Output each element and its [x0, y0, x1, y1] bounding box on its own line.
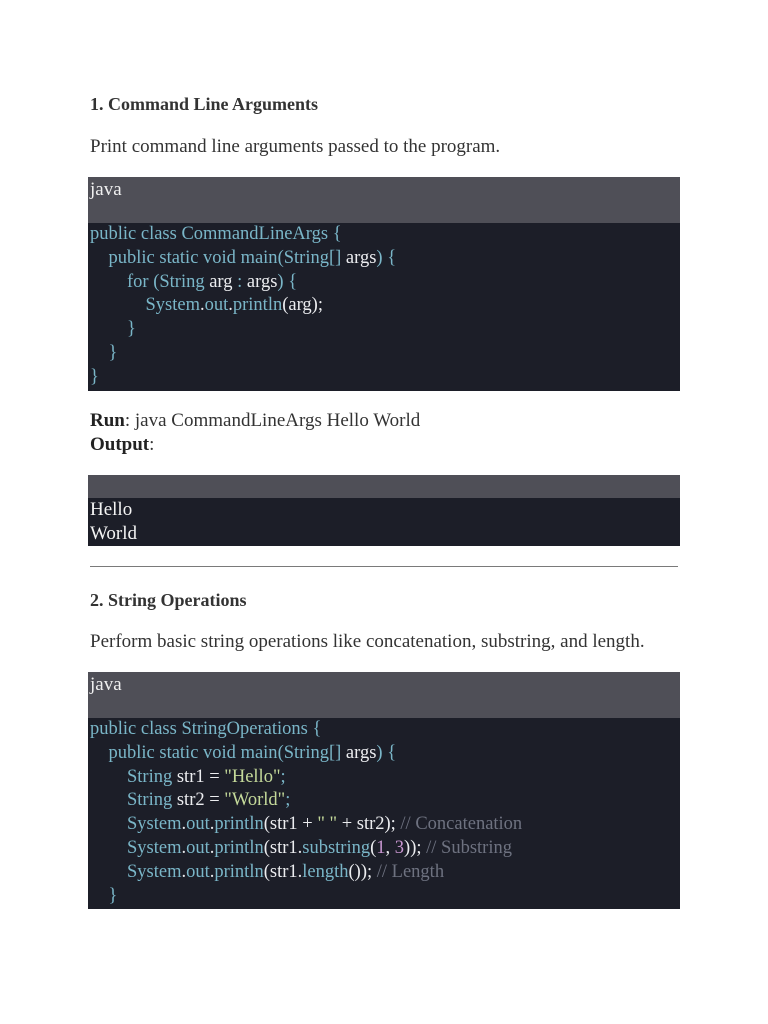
code-token: "Hello": [224, 766, 281, 787]
code-token: args: [345, 247, 377, 268]
code-token: // Length: [376, 861, 445, 882]
code-language-label: java: [88, 672, 680, 718]
code-token: out: [186, 861, 210, 882]
code-token: (String[]: [277, 247, 346, 268]
code-token: (: [370, 837, 377, 858]
code-token: str1 =: [176, 766, 225, 787]
code-line-1: [90, 223, 680, 247]
code-token: System: [90, 295, 200, 316]
code-token: // Concatenation: [400, 814, 523, 835]
output-block: [88, 475, 680, 546]
code-token: println: [232, 295, 283, 316]
code-line-3: [90, 766, 680, 790]
output-colon: :: [149, 434, 155, 455]
code-token: .: [209, 837, 215, 858]
run-label: Run: [90, 410, 125, 431]
code-token: }: [90, 319, 136, 340]
code-line-8: [90, 885, 680, 909]
code-token: // Substring: [421, 837, 512, 858]
code-token: " ": [317, 814, 338, 835]
code-token: {: [307, 719, 322, 739]
code-token: (str1.: [263, 861, 303, 882]
code-line-4: [90, 294, 680, 318]
section-1-heading: 1. Command Line Arguments: [90, 94, 319, 114]
code-token: (str1.: [263, 837, 303, 858]
code-token: String: [90, 790, 177, 811]
run-command: [90, 410, 420, 432]
code-token: for: [90, 271, 154, 292]
code-token: main: [240, 247, 278, 268]
code-token: public static void: [90, 742, 241, 763]
section-1-code-block: [88, 177, 680, 391]
section-1-description: Print command line arguments passed to the program.: [90, 136, 501, 157]
code-token: }: [90, 885, 118, 906]
code-token: (arg);: [282, 295, 323, 316]
code-line-5: [90, 813, 680, 837]
section-2-description: Perform basic string operations like concatenation, substring, and length.: [90, 631, 645, 652]
code-token: CommandLineArgs: [181, 224, 329, 244]
output-line-1: Hello: [90, 499, 133, 520]
code-token: length: [302, 861, 349, 882]
code-token: ,: [385, 837, 395, 858]
run-text: : java CommandLineArgs Hello World: [124, 410, 421, 431]
code-token: main: [240, 742, 278, 763]
section-2-heading: 2. String Operations: [90, 590, 247, 610]
code-token: (String[]: [277, 742, 346, 763]
code-line-7: [90, 366, 680, 390]
code-token: System: [90, 814, 182, 835]
code-token: + str2);: [337, 814, 401, 835]
code-token: println: [214, 837, 264, 858]
code-token: substring: [302, 837, 371, 858]
code-token: public static void: [90, 247, 241, 268]
code-token: args: [246, 271, 278, 292]
output-label: Output: [90, 434, 150, 455]
code-token: ;: [280, 766, 286, 787]
horizontal-divider: [90, 566, 678, 567]
code-token: .: [209, 861, 215, 882]
code-token: ) {: [277, 271, 298, 292]
code-token: "World": [224, 790, 286, 811]
code-token: println: [214, 861, 264, 882]
code-token: StringOperations: [181, 719, 308, 739]
code-token: 1: [376, 837, 386, 858]
code-body: [88, 718, 680, 908]
code-line-6: [90, 342, 680, 366]
code-token: (String: [153, 271, 210, 292]
code-line-1: [90, 718, 680, 742]
code-line-5: [90, 318, 680, 342]
code-token: }: [90, 366, 99, 387]
code-token: .: [181, 837, 187, 858]
code-line-3: [90, 271, 680, 295]
code-token: arg: [209, 271, 233, 292]
code-token: .: [181, 814, 187, 835]
output-header-bar: [88, 475, 680, 498]
code-token: args: [345, 742, 377, 763]
code-token: .: [228, 295, 233, 316]
code-token: }: [90, 342, 118, 363]
code-token: System: [90, 861, 182, 882]
code-token: :: [232, 271, 247, 292]
code-token: .: [181, 861, 187, 882]
code-token: public class: [90, 224, 182, 244]
code-token: println: [214, 814, 264, 835]
code-token: 3: [394, 837, 405, 858]
code-token: String: [90, 766, 177, 787]
output-heading: [90, 434, 154, 456]
code-token: ) {: [376, 742, 397, 763]
code-body: [88, 223, 680, 390]
code-token: {: [328, 224, 342, 244]
code-token: public class: [90, 719, 182, 739]
code-token: ));: [404, 837, 422, 858]
code-line-4: [90, 789, 680, 813]
output-line-2: World: [90, 522, 138, 544]
code-line-7: [90, 861, 680, 885]
code-line-6: [90, 837, 680, 861]
section-2-code-block: [88, 672, 680, 909]
code-token: out: [204, 295, 229, 316]
code-token: str2 =: [176, 790, 225, 811]
code-token: out: [186, 837, 210, 858]
code-token: (str1 +: [263, 814, 318, 835]
code-line-2: [90, 742, 680, 766]
code-token: .: [199, 295, 205, 316]
code-token: out: [186, 814, 210, 835]
code-token: System: [90, 837, 182, 858]
code-token: .: [209, 814, 215, 835]
code-token: ());: [348, 861, 377, 882]
code-language-label: java: [88, 177, 680, 223]
code-token: ) {: [376, 247, 397, 268]
code-line-2: [90, 247, 680, 271]
code-token: ;: [285, 790, 291, 811]
